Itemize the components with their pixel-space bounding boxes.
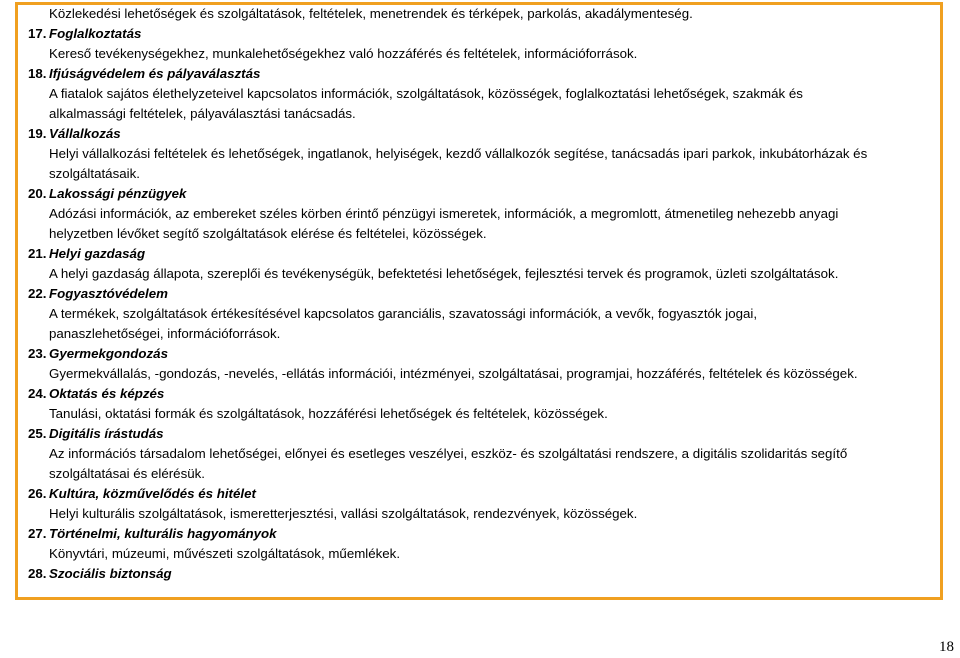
list-item <box>17 384 937 424</box>
item-number: 23. <box>28 346 47 361</box>
item-title: Történelmi, kulturális hagyományok <box>49 526 277 541</box>
item-title: Kultúra, közművelődés és hitélet <box>49 486 256 501</box>
item-number: 18. <box>28 66 47 81</box>
item-heading <box>17 184 937 204</box>
item-heading <box>17 64 937 84</box>
document-body <box>17 4 937 584</box>
list-item <box>17 344 937 384</box>
item-description <box>17 444 937 484</box>
item-description <box>17 144 937 184</box>
item-title: Helyi gazdaság <box>49 246 146 261</box>
item-title: Oktatás és képzés <box>49 386 165 401</box>
item-number: 22. <box>28 286 47 301</box>
list-item <box>17 184 937 244</box>
item-heading <box>17 484 937 504</box>
item-heading <box>17 284 937 304</box>
item-title: Szociális biztonság <box>49 566 172 581</box>
item-number: 19. <box>28 126 47 141</box>
item-number: 21. <box>28 246 47 261</box>
description-line: Kereső tevékenységekhez, munkalehetőségekhez való hozzáférés és feltételek, információforrások. <box>49 46 638 61</box>
description-line: A termékek, szolgáltatások értékesítésével kapcsolatos garanciális, szavatossági információk, a vevők, fogyasztók jogai, <box>49 306 758 321</box>
item-title: Gyermekgondozás <box>49 346 168 361</box>
item-heading <box>17 524 937 544</box>
description-line: szolgáltatásaik. <box>49 166 140 181</box>
item-description <box>17 84 937 124</box>
item-description <box>17 304 937 344</box>
list-item <box>17 524 937 564</box>
item-number: 28. <box>28 566 47 581</box>
list-item <box>17 124 937 184</box>
intro-paragraph: Közlekedési lehetőségek és szolgáltatások, feltételek, menetrendek és térképek, parkolás, akadálymenteség. <box>49 6 693 21</box>
item-heading <box>17 344 937 364</box>
description-line: Adózási információk, az embereket széles körben érintő pénzügyi ismeretek, információk, a megromlott, átmenetileg nehezebb anyagi <box>49 206 839 221</box>
item-number: 27. <box>28 526 47 541</box>
description-line: Könyvtári, múzeumi, művészeti szolgáltatások, műemlékek. <box>49 546 401 561</box>
description-line: helyzetben lévőket segítő szolgáltatások elérése és feltételei, közösségek. <box>49 226 487 241</box>
item-number: 24. <box>28 386 47 401</box>
list-item <box>17 64 937 124</box>
item-description <box>17 544 937 564</box>
item-heading <box>17 244 937 264</box>
item-title: Foglalkoztatás <box>49 26 142 41</box>
item-heading <box>17 124 937 144</box>
item-description <box>17 44 937 64</box>
item-description <box>17 504 937 524</box>
item-heading <box>17 24 937 44</box>
list-item <box>17 244 937 284</box>
item-title: Vállalkozás <box>49 126 121 141</box>
list-item <box>17 284 937 344</box>
item-number: 17. <box>28 26 47 41</box>
list-item <box>17 564 937 584</box>
description-line: szolgáltatásai és elérésük. <box>49 466 205 481</box>
item-heading <box>17 564 937 584</box>
item-title: Ifjúságvédelem és pályaválasztás <box>49 66 261 81</box>
item-title: Digitális írástudás <box>49 426 164 441</box>
page-number: 18 <box>939 639 954 655</box>
description-line: A helyi gazdaság állapota, szereplői és tevékenységük, befektetési lehetőségek, fejlesztési tervek és programok, üzleti szolgáltatások. <box>49 266 839 281</box>
item-heading <box>17 384 937 404</box>
list-item <box>17 424 937 484</box>
description-line: panaszlehetőségei, információforrások. <box>49 326 281 341</box>
item-description <box>17 364 937 384</box>
item-description <box>17 404 937 424</box>
item-number: 25. <box>28 426 47 441</box>
description-line: Helyi vállalkozási feltételek és lehetőségek, ingatlanok, helyiségek, kezdő vállalkozók segítése, tanácsadás ipari parkok, inkubátorházak és <box>49 146 868 161</box>
list-item <box>17 484 937 524</box>
description-line: Tanulási, oktatási formák és szolgáltatások, hozzáférési lehetőségek és feltételek, közösségek. <box>49 406 608 421</box>
item-title: Lakossági pénzügyek <box>49 186 187 201</box>
item-heading <box>17 424 937 444</box>
description-line: Gyermekvállalás, -gondozás, -nevelés, -ellátás információi, intézményei, szolgáltatásai, programjai, hozzáférés, feltételek és közösségek. <box>49 366 858 381</box>
description-line: A fiatalok sajátos élethelyzeteivel kapcsolatos információk, szolgáltatások, közösségek, foglalkoztatási lehetőségek, szakmák és <box>49 86 803 101</box>
item-description <box>17 204 937 244</box>
description-line: Az információs társadalom lehetőségei, előnyei és esetleges veszélyei, eszköz- és szolgáltatási rendszere, a digitális szolidaritás segítő <box>49 446 848 461</box>
list-item <box>17 24 937 64</box>
description-line: alkalmassági feltételek, pályaválasztási tanácsadás. <box>49 106 356 121</box>
item-title: Fogyasztóvédelem <box>49 286 168 301</box>
item-number: 26. <box>28 486 47 501</box>
description-line: Helyi kulturális szolgáltatások, ismeretterjesztési, vallási szolgáltatások, rendezvények, közösségek. <box>49 506 638 521</box>
item-number: 20. <box>28 186 47 201</box>
item-description <box>17 264 937 284</box>
